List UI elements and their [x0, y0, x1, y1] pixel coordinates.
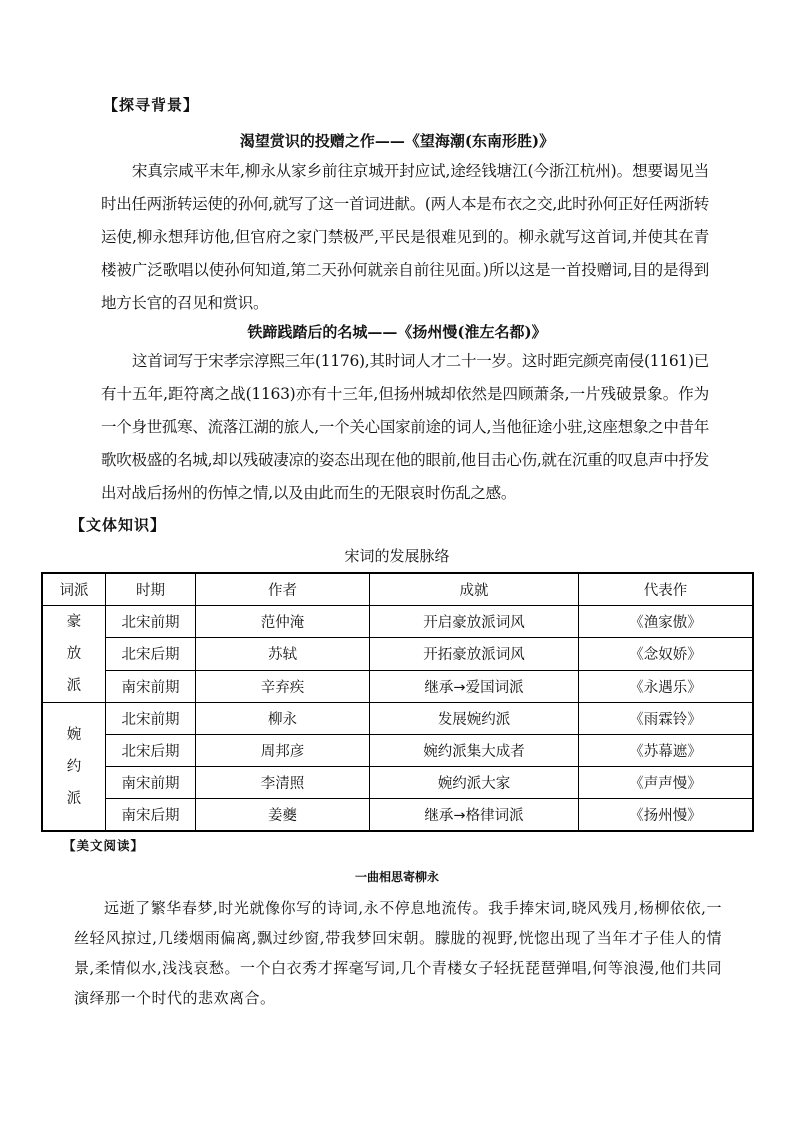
- paragraph-yangzhouman: 这首词写于宋孝宗淳熙三年(1176),其时词人才二十一岁。这时距完颜亮南侵(1161)已有十五年,距符离之战(1163)亦有十三年,但扬州城却依然是四顾萧条,一片残破景象。作为一个身世孤寒、流落江湖的旅人,一个关心国家前途的词人,当他征途小驻,这座想象之中昔年歌吹极盛的名城,却以残破凄凉的姿态出现在他的眼前,他目击心伤,就在沉重的叹息声中抒发出对战后扬州的伤悼之情,以及由此而生的无限哀时伤乱之感。: [101, 352, 709, 502]
- school-char: 派: [66, 678, 82, 694]
- period-cell: 北宋前期: [106, 703, 196, 735]
- author-cell: 辛弃疾: [196, 670, 370, 702]
- achievement-cell: 继承→爱国词派: [370, 670, 579, 702]
- work-cell: 《渔家傲》: [579, 606, 754, 638]
- school-cell-haofang: [42, 606, 106, 703]
- school-char: 派: [66, 790, 82, 807]
- background-heading: 【探寻背景】: [103, 96, 200, 114]
- section-title-yangzhoumanh: 铁蹄践踏后的名城——《扬州慢(淮左名都)》: [247, 323, 547, 341]
- reading-heading: 【美文阅读】: [63, 838, 145, 853]
- table-header-row: [42, 573, 753, 606]
- school-char: 放: [66, 646, 82, 662]
- table-row: [42, 703, 753, 735]
- period-cell: 北宋后期: [106, 735, 196, 767]
- work-cell: 《永遇乐》: [579, 670, 754, 702]
- col-header-school: 词派: [42, 573, 106, 606]
- author-cell: 周邦彦: [196, 735, 370, 767]
- school-char: 婉: [66, 726, 82, 743]
- table-row: [42, 638, 753, 670]
- paragraph-wanghaichao: 宋真宗咸平末年,柳永从家乡前往京城开封应试,途经钱塘江(今浙江杭州)。想要谒见当时出任两浙转运使的孙何,就写了这一首词进献。(两人本是布衣之交,此时孙何正好任两浙转运使,柳永想拜访他,但官府之家门禁极严,平民是很难见到的。柳永就写这首词,并使其在青楼被广泛歌唱以使孙何知道,第二天孙何就亲自前往见面。)所以这是一首投赠词,目的是得到地方长官的召见和赏识。: [101, 162, 709, 312]
- author-cell: 柳永: [196, 703, 370, 735]
- work-cell: 《苏幕遮》: [579, 735, 754, 767]
- achievement-cell: 婉约派集大成者: [370, 735, 579, 767]
- period-cell: 北宋后期: [106, 638, 196, 670]
- col-header-work: 代表作: [579, 573, 754, 606]
- article-title: 一曲相思寄柳永: [354, 870, 439, 884]
- article-paragraph: 远逝了繁华春梦,时光就像你写的诗词,永不停息地流传。我手捧宋词,晓风残月,杨柳依依,一丝轻风掠过,几缕烟雨偏离,飘过纱窗,带我梦回宋朝。朦胧的视野,恍惚出现了当年才子佳人的情景,柔情似水,浅浅哀愁。一个白衣秀才挥毫写词,几个青楼女子轻抚琵琶弹唱,何等浪漫,他们共同演绎那一个时代的悲欢离合。: [74, 899, 722, 1007]
- col-header-period: 时期: [106, 573, 196, 606]
- song-ci-table: [41, 572, 754, 832]
- table-row: [42, 767, 753, 799]
- school-cell-wanyue: [42, 703, 106, 832]
- author-cell: 姜夔: [196, 799, 370, 832]
- table-row: [42, 735, 753, 767]
- author-cell: 苏轼: [196, 638, 370, 670]
- table-caption: 宋词的发展脉络: [344, 547, 450, 565]
- table-row: [42, 799, 753, 832]
- genre-heading: 【文体知识】: [70, 516, 167, 534]
- achievement-cell: 继承→格律词派: [370, 799, 579, 832]
- achievement-cell: 开启豪放派词风: [370, 606, 579, 638]
- achievement-cell: 开拓豪放派词风: [370, 638, 579, 670]
- achievement-cell: 婉约派大家: [370, 767, 579, 799]
- period-cell: 南宋前期: [106, 767, 196, 799]
- col-header-achievement: 成就: [370, 573, 579, 606]
- section-title-wanghaichao: 渴望赏识的投赠之作——《望海潮(东南形胜)》: [239, 132, 555, 150]
- school-char: 约: [66, 758, 82, 775]
- achievement-cell: 发展婉约派: [370, 703, 579, 735]
- period-cell: 南宋后期: [106, 799, 196, 832]
- period-cell: 北宋前期: [106, 606, 196, 638]
- author-cell: 范仲淹: [196, 606, 370, 638]
- table-row: [42, 606, 753, 638]
- work-cell: 《念奴娇》: [579, 638, 754, 670]
- table-row: [42, 670, 753, 702]
- school-char: 豪: [66, 614, 82, 630]
- work-cell: 《雨霖铃》: [579, 703, 754, 735]
- period-cell: 南宋前期: [106, 670, 196, 702]
- col-header-author: 作者: [196, 573, 370, 606]
- work-cell: 《扬州慢》: [579, 799, 754, 832]
- author-cell: 李清照: [196, 767, 370, 799]
- work-cell: 《声声慢》: [579, 767, 754, 799]
